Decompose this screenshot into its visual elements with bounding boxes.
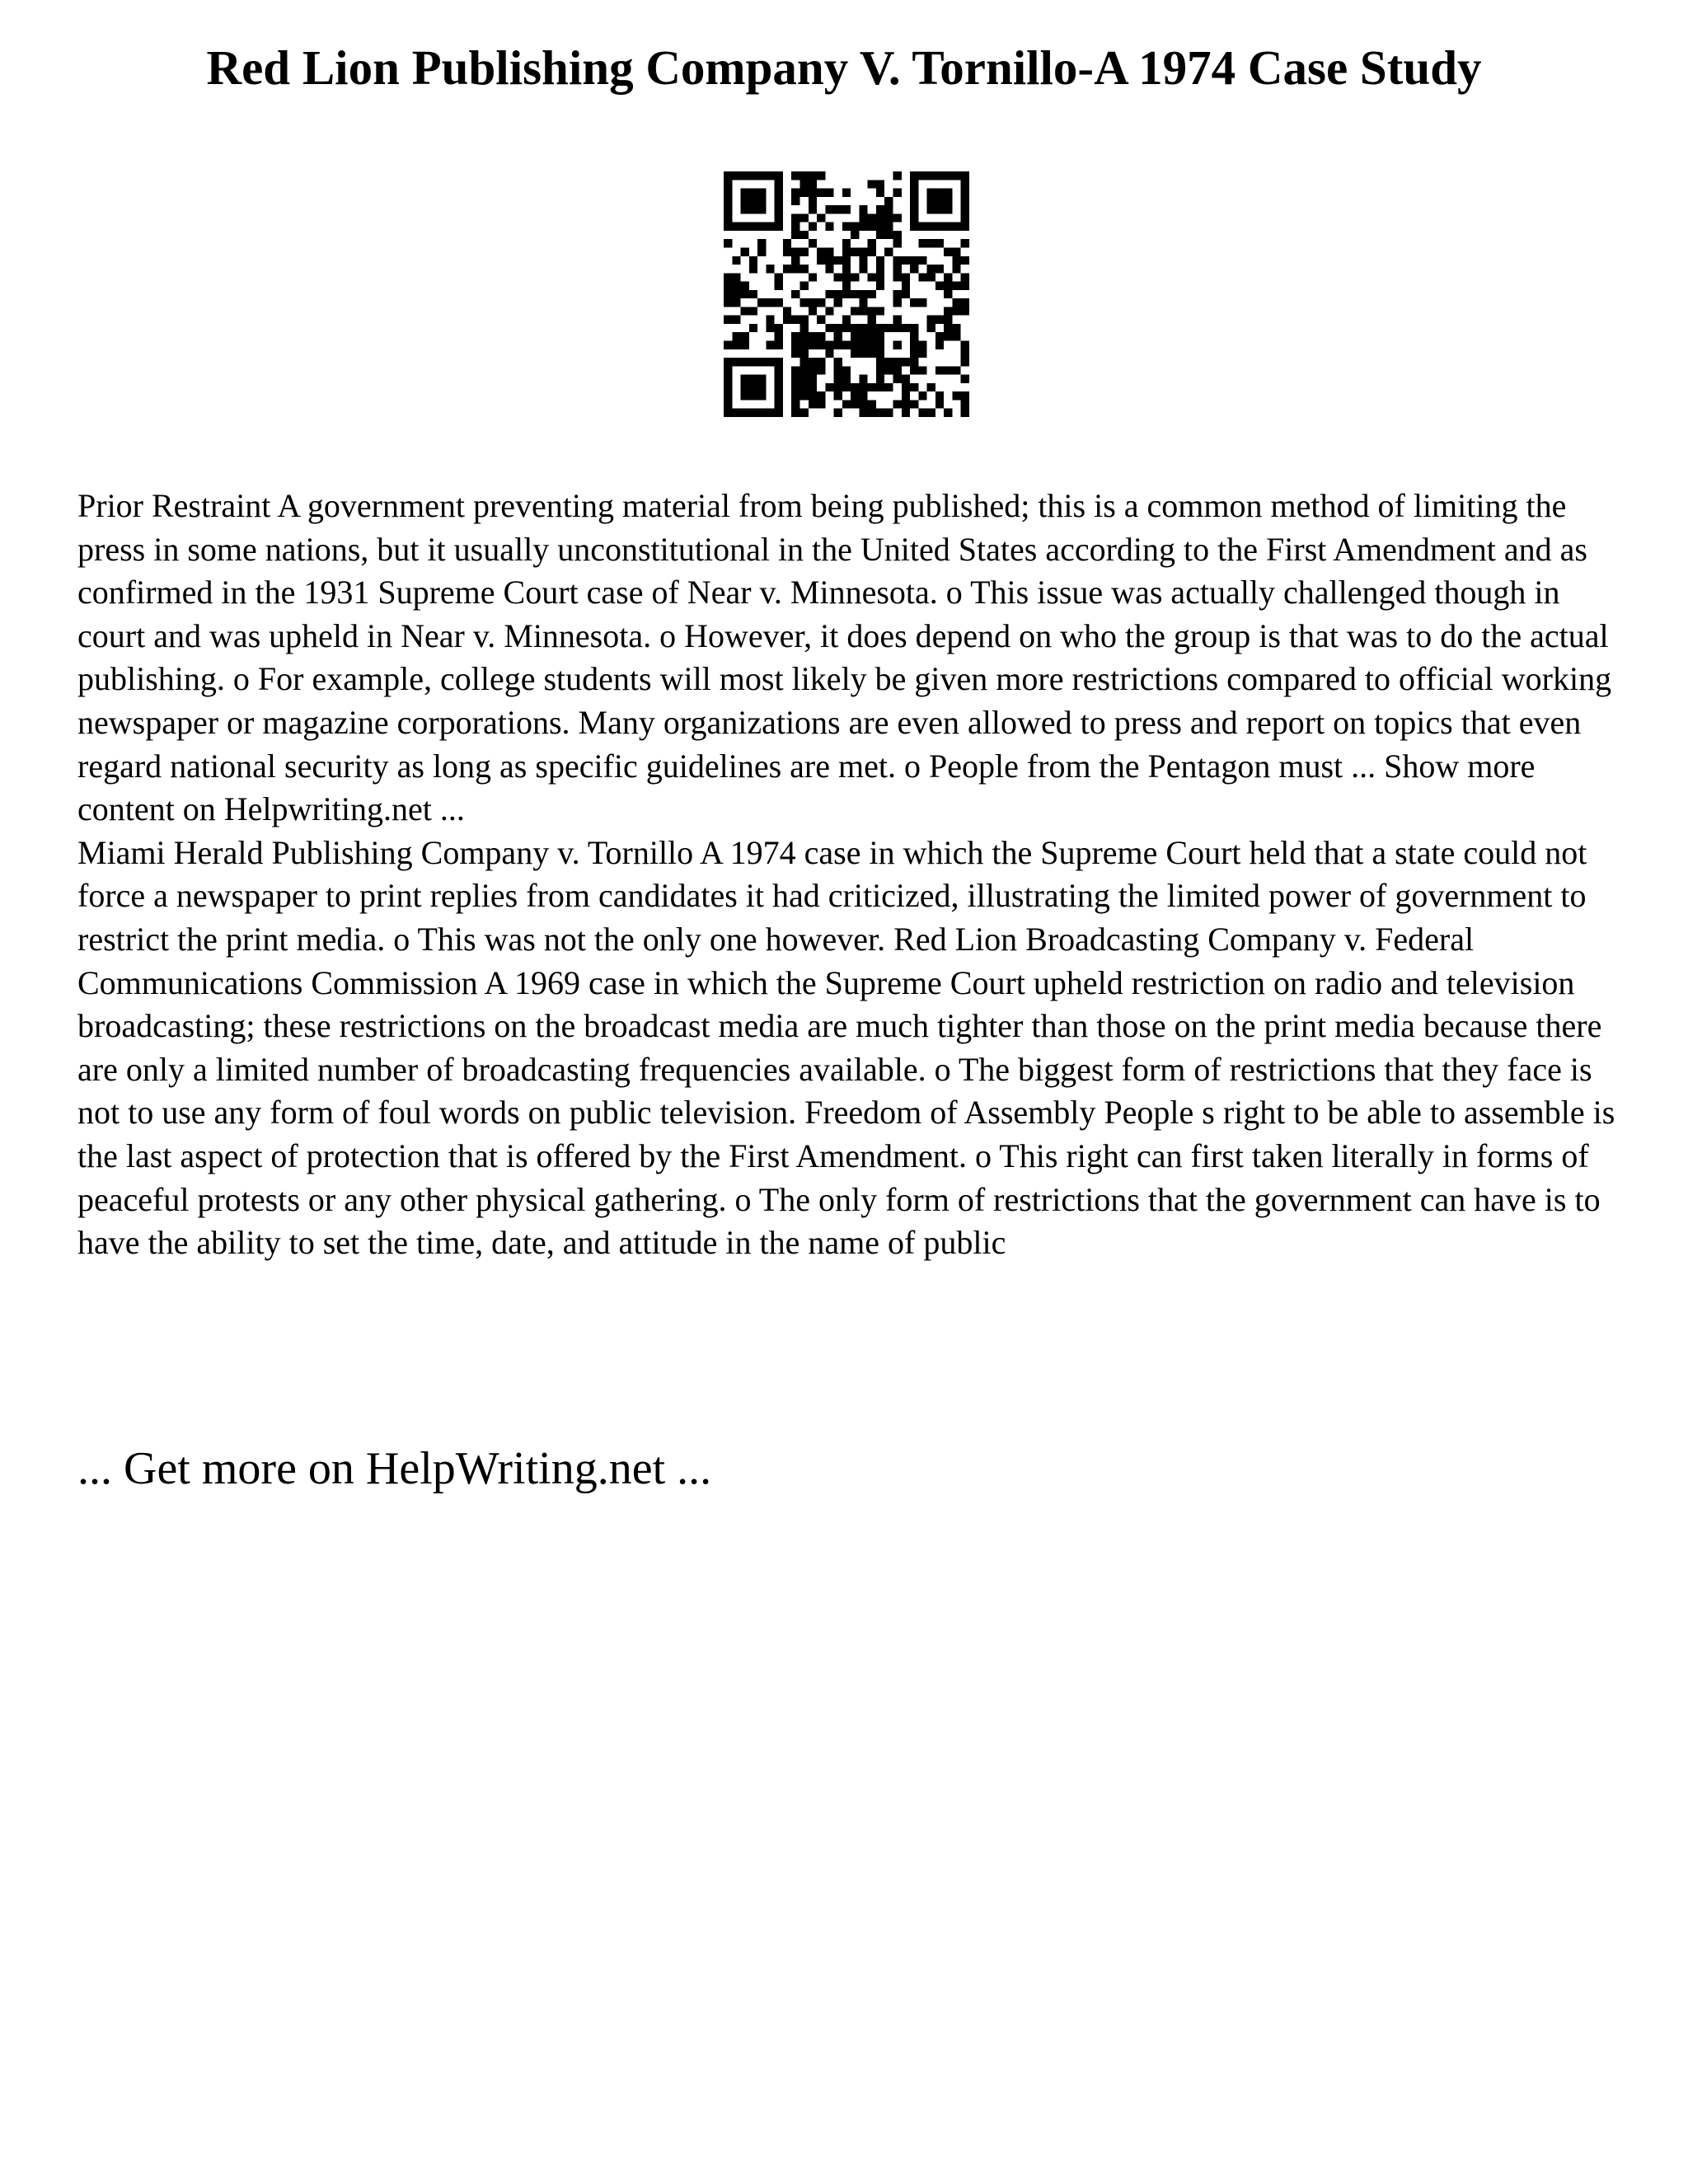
page-title: Red Lion Publishing Company V. Tornillo-A 1974 Case Study <box>206 40 1482 95</box>
qr-code-icon <box>724 171 969 417</box>
paragraph-miami-herald: Miami Herald Publishing Company v. Tornillo A 1974 case in which the Supreme Court held that a state could not force a newspaper to print replies from candidates it had criticized, illustrating the limited power of government to restrict the print media. o This was not the only one however. Red Lion Broadcasting Company v. Federal Communications Commission A 1969 case in which the Supreme Court upheld restriction on radio and television broadcasting; these restrictions on the broadcast media are much tighter than those on the print media because there are only a limited number of broadcasting frequencies available. o The biggest form of restrictions that they face is not to use any form of foul words on public television. Freedom of Assembly People s right to be able to assemble is the last aspect of protection that is offered by the First Amendment. o This right can first taken literally in forms of peaceful protests or any other physical gathering. o The only form of restrictions that the government can have is to have the ability to set the time, date, and attitude in the name of public <box>77 833 1615 1262</box>
article-body <box>77 485 1627 1265</box>
paragraph-prior-restraint: Prior Restraint A government preventing material from being published; this is a common method of limiting the press in some nations, but it usually unconstitutional in the United States according to the First Amendment and as confirmed in the 1931 Supreme Court case of Near v. Minnesota. o This issue was actually challenged though in court and was upheld in Near v. Minnesota. o However, it does depend on who the group is that was to do the actual publishing. o For example, college students will most likely be given more restrictions compared to official working newspaper or magazine corporations. Many organizations are even allowed to press and report on topics that even regard national security as long as specific guidelines are met. o People from the Pentagon must ... Show more content on Helpwriting.net ... <box>77 487 1612 828</box>
get-more-link[interactable]: ... Get more on HelpWriting.net ... <box>77 1443 712 1494</box>
